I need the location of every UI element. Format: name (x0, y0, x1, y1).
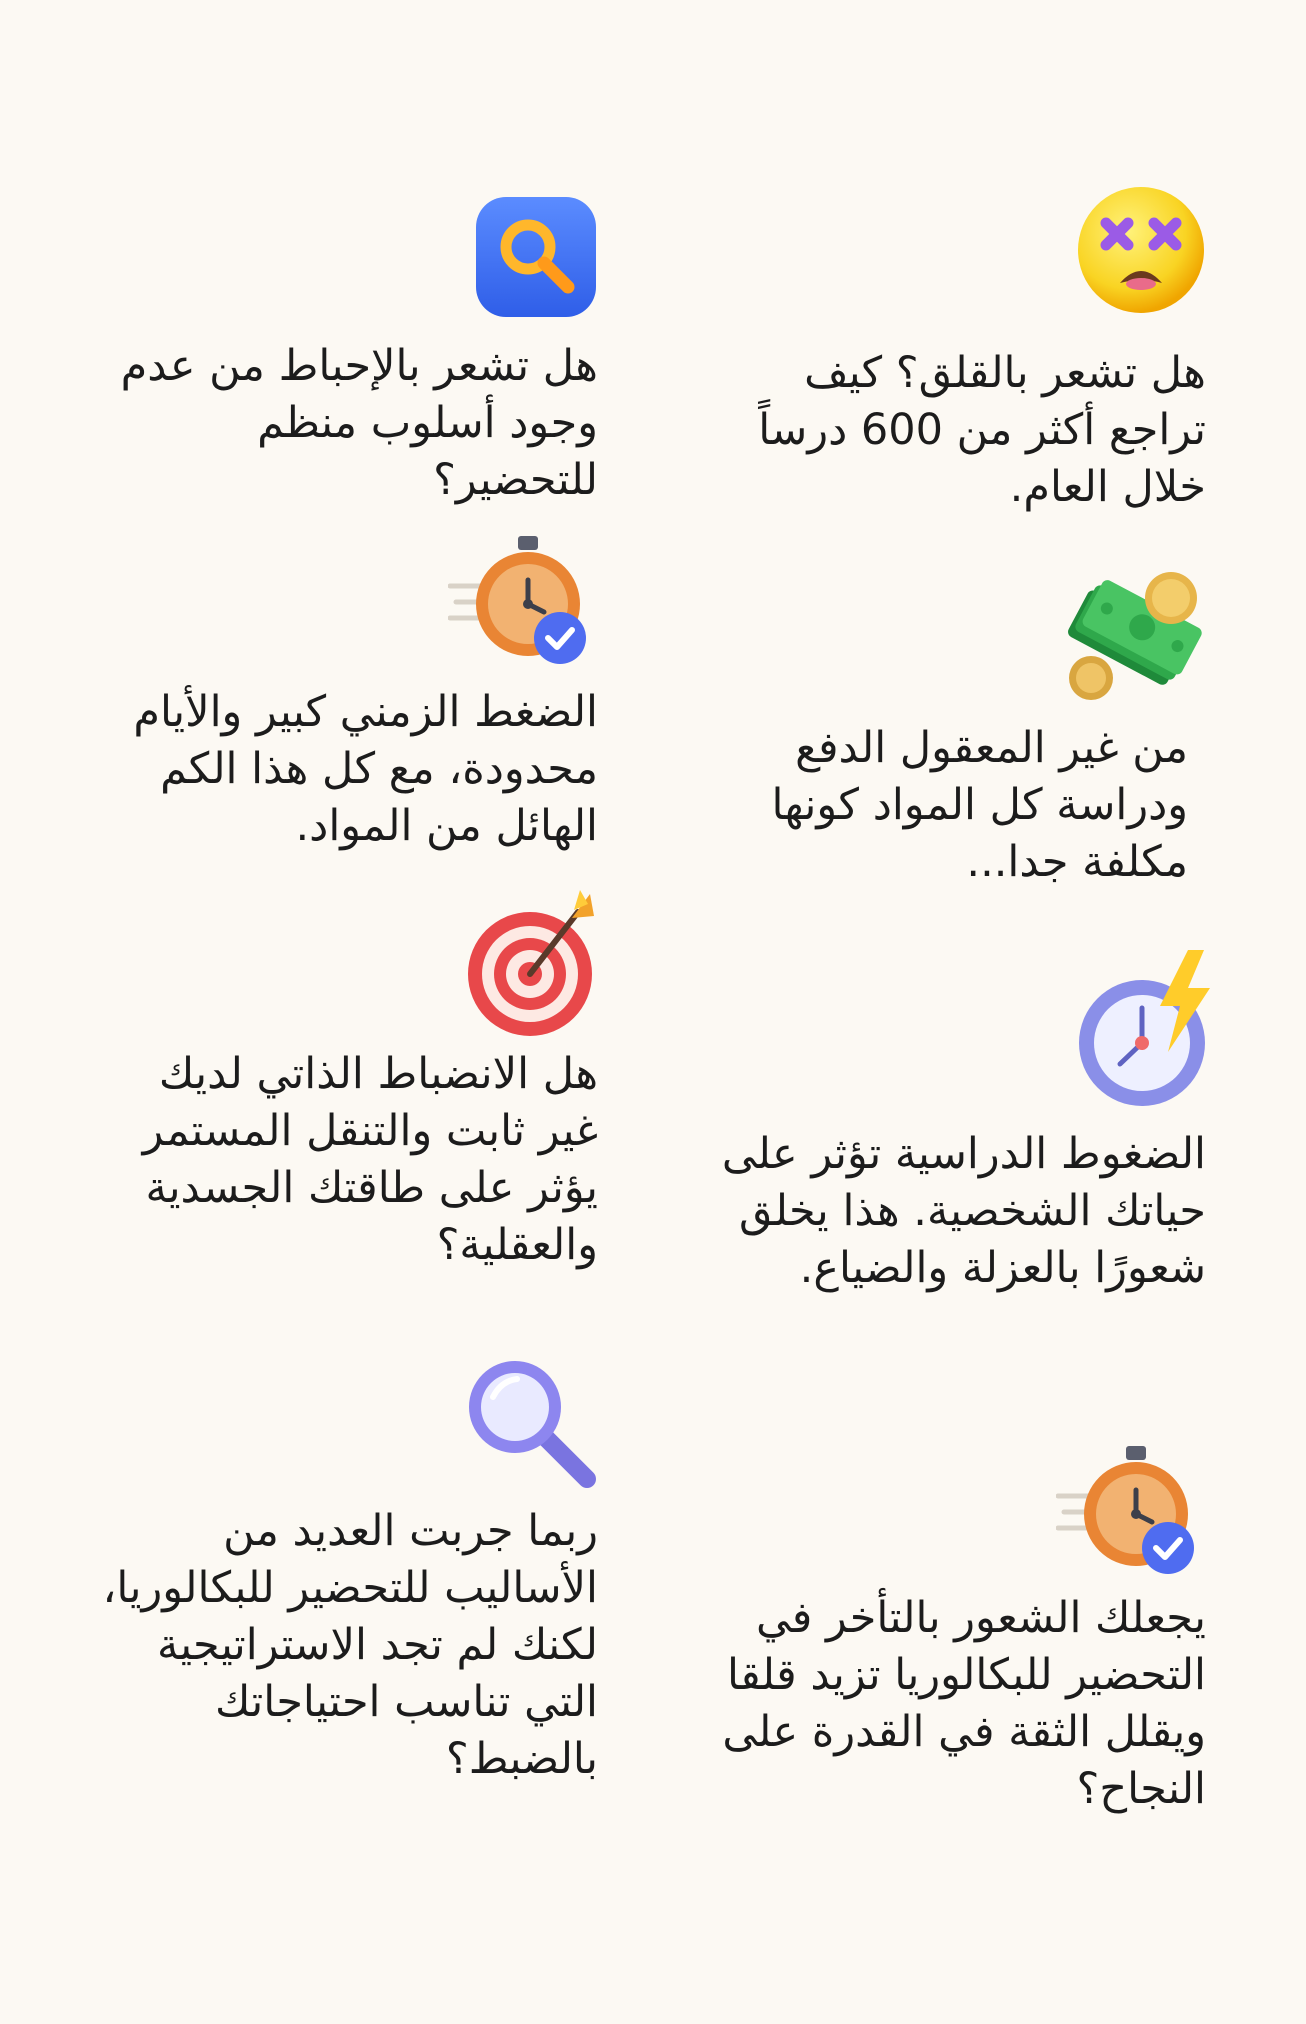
stopwatch-icon (448, 532, 598, 667)
card-methods (38, 1355, 598, 1815)
text-line: التحضير للبكالوريا تزيد قلقا (727, 1650, 1206, 1700)
text-line: شعورًا بالعزلة والضياع. (799, 1243, 1206, 1293)
dizzy-face-icon (1076, 185, 1206, 315)
text-line: حياتك الشخصية. هذا يخلق (738, 1186, 1206, 1236)
card-cost (668, 570, 1188, 890)
search-icon (474, 195, 598, 319)
text-line: وجود أسلوب منظم (257, 398, 598, 448)
card-text (121, 338, 598, 509)
card-discipline (78, 888, 598, 1288)
clock-lightning-icon (1076, 948, 1216, 1108)
card-text (771, 720, 1188, 891)
text-line: هل تشعر بالقلق؟ كيف (804, 348, 1206, 398)
text-line: هل تشعر بالإحباط من عدم (120, 341, 598, 391)
text-line: التي تناسب احتياجاتك (215, 1677, 598, 1727)
text-line: الضغوط الدراسية تؤثر على (721, 1129, 1206, 1179)
text-line: ربما جربت العديد من (223, 1506, 598, 1556)
card-text (758, 345, 1206, 516)
text-line: يؤثر على طاقتك الجسدية (145, 1163, 598, 1213)
card-text (133, 684, 598, 855)
card-time-pressure (78, 532, 598, 862)
text-line: تراجع أكثر من 600 درساً (758, 405, 1206, 455)
text-line: خلال العام. (1009, 462, 1206, 512)
text-line: محدودة، مع كل هذا الكم (160, 744, 598, 794)
target-icon (468, 888, 598, 1038)
text-line: ودراسة كل المواد كونها (771, 780, 1188, 830)
text-line: للتحضير؟ (433, 455, 598, 505)
text-line: يجعلك الشعور بالتأخر في (755, 1593, 1206, 1643)
text-line: غير ثابت والتنقل المستمر (142, 1106, 598, 1156)
text-line: الأساليب للتحضير للبكالوريا، (102, 1563, 598, 1613)
card-text (722, 1590, 1206, 1818)
text-line: الهائل من المواد. (295, 801, 598, 851)
text-line: من غير المعقول الدفع (795, 723, 1188, 773)
text-line: النجاح؟ (1076, 1764, 1206, 1814)
money-icon (1061, 570, 1206, 702)
text-line: هل الانضباط الذاتي لديك (158, 1049, 598, 1099)
card-frustration (78, 195, 598, 515)
card-study-stress (646, 948, 1206, 1308)
magnifier-icon (463, 1355, 598, 1490)
card-anxiety (686, 185, 1206, 515)
text-line: ويقلل الثقة في القدرة على (722, 1707, 1206, 1757)
text-line: والعقلية؟ (436, 1220, 598, 1270)
card-text (722, 1126, 1206, 1297)
text-line: لكنك لم تجد الاستراتيجية (157, 1620, 598, 1670)
text-line: مكلفة جدا... (966, 837, 1188, 887)
text-line: بالضبط؟ (445, 1734, 598, 1784)
text-line: الضغط الزمني كبير والأيام (133, 687, 598, 737)
card-text (143, 1046, 598, 1274)
card-text (103, 1503, 599, 1788)
stopwatch-icon (1056, 1442, 1206, 1577)
card-delay (666, 1442, 1206, 1842)
